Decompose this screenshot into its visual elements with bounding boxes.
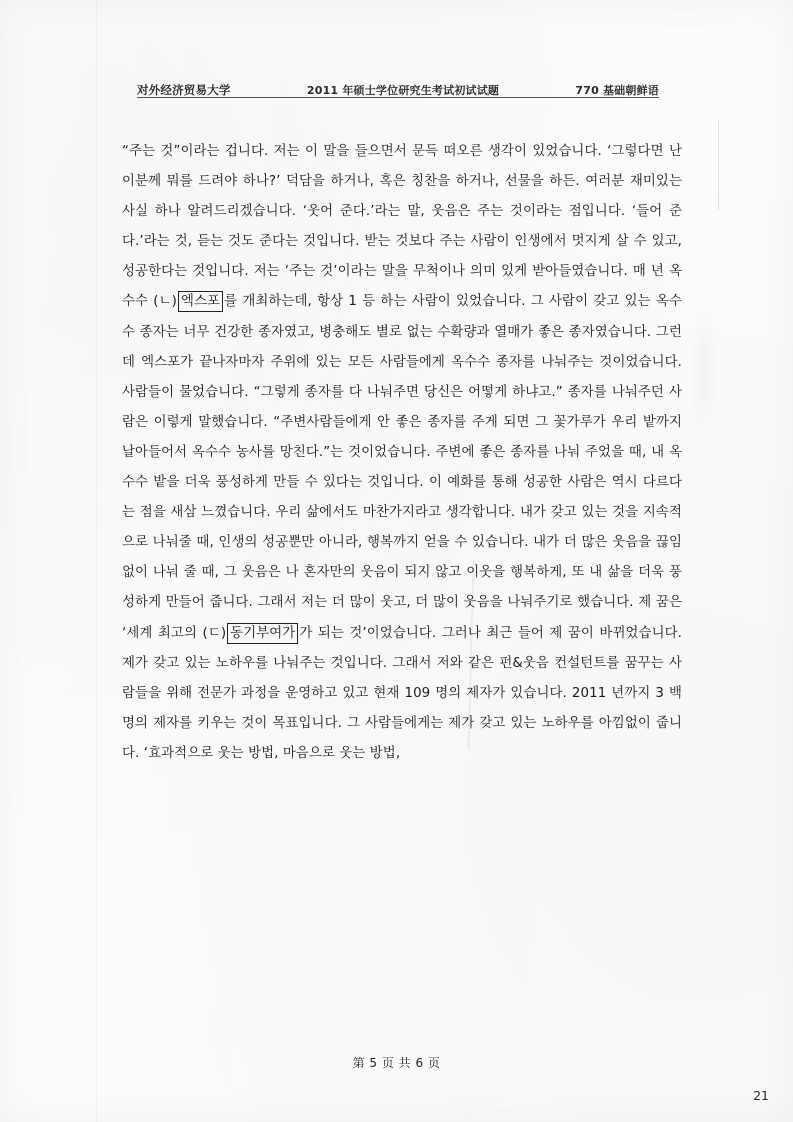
page-number: 21: [753, 1088, 769, 1103]
header-divider: [137, 97, 659, 98]
boxed-answer-word-1: 엑스포: [178, 291, 223, 312]
body-paragraph: [122, 137, 687, 769]
header-subject-code: 770 基础朝鲜语: [575, 84, 659, 97]
exam-header: [137, 76, 659, 98]
body-text-segment-3: 가 되는 것’이었습니다. 그러나 최근 들어 제 꿈이 바뀌었습니다. 제가 갖고 있는 노하우를 나눠주는 것입니다. 그래서 저와 같은 펀&웃음 컨설턴트를 꿈꾸는 사람들을 위해 전문가 과정을 운영하고 있고 현재 109 명의 제자가 있습니다. 2011 년까지 3 백 명의 제자를 키우는 것이 목표입니다. 그 사람들에게는 제가 갖고 있는 노하우를 아낌없이 줍니다. ‘효과적으로 웃는 방법, 마음으로 웃는 방법,: [122, 625, 687, 761]
header-exam-title: 2011 年硕士学位研究生考试初试试题: [306, 84, 500, 97]
boxed-answer-word-2: 동기부여가: [227, 623, 298, 644]
scan-fold-line-right: [718, 120, 719, 210]
document-body: [122, 137, 687, 769]
page-footer: 第 5 页 共 6 页: [352, 1056, 441, 1070]
body-text-segment-1: “주는 것”이라는 겁니다. 저는 이 말을 들으면서 문득 떠오른 생각이 있었습니다. ‘그렇다면 난 이분께 뭐를 드려야 하나?’ 덕담을 하거나, 혹은 칭찬을 하거나, 선물을 하든. 여러분 재미있는 사실 하나 알려드리겠습니다. ‘웃어 준다.’라는 말, 웃음은 주는 것이라는 점입니다. ‘들어 준다.’라는 것, 듣는 것도 준다는 것입니다. 받는 것보다 주는 사람이 인생에서 멋지게 살 수 있고, 성공한다는 것입니다. 저는 ‘주는 것’이라는 말을 무척이나 의미 있게 받아들였습니다. 매 년 옥수수 (ㄴ): [122, 144, 687, 310]
body-text-segment-2: 를 개최하는데, 항상 1 등 하는 사람이 있었습니다. 그 사람이 갖고 있는 옥수수 종자는 너무 건강한 종자였고, 병충해도 별로 없는 수확량과 열매가 좋은 종자였습니다. 그런데 엑스포가 끝나자마자 주위에 있는 모든 사람들에게 옥수수 종자를 나눠주는 것이었습니다. 사람들이 물었습니다. “그렇게 종자를 다 나눠주면 당신은 어떻게 하냐고.” 종자를 나눠주던 사람은 이렇게 말했습니다. “주변사람들에게 안 좋은 종자를 주게 되면 그 꽃가루가 우리 밭까지 날아들어서 옥수수 농사를 망친다.”는 것이었습니다. 주변에 좋은 종자를 나눠 주었을 때, 내 옥수수 밭을 더욱 풍성하게 만들 수 있다는 것입니다. 이 예화를 통해 성공한 사람은 역시 다르다는 점을 새삼 느꼈습니다. 우리 삶에서도 마찬가지라고 생각합니다. 내가 갖고 있는 것을 지속적으로 나눠줄 때, 인생의 성공뿐만 아니라, 행복까지 얻을 수 있습니다. 내가 더 많은 웃음을 끊임없이 나눠 줄 때, 그 웃음은 나 혼자만의 웃음이 되지 않고 이웃을 행복하게, 또 내 삶을 더욱 풍성하게 만들어 줍니다. 그래서 저는 더 많이 웃고, 더 많이 웃음을 나눠주기로 했습니다. 제 꿈은 ‘세계 최고의 (ㄷ): [122, 294, 687, 641]
scan-smudge-right: [690, 300, 718, 440]
header-university: 对外经济贸易大学: [137, 83, 231, 97]
scan-fold-line-left: [96, 0, 97, 1122]
